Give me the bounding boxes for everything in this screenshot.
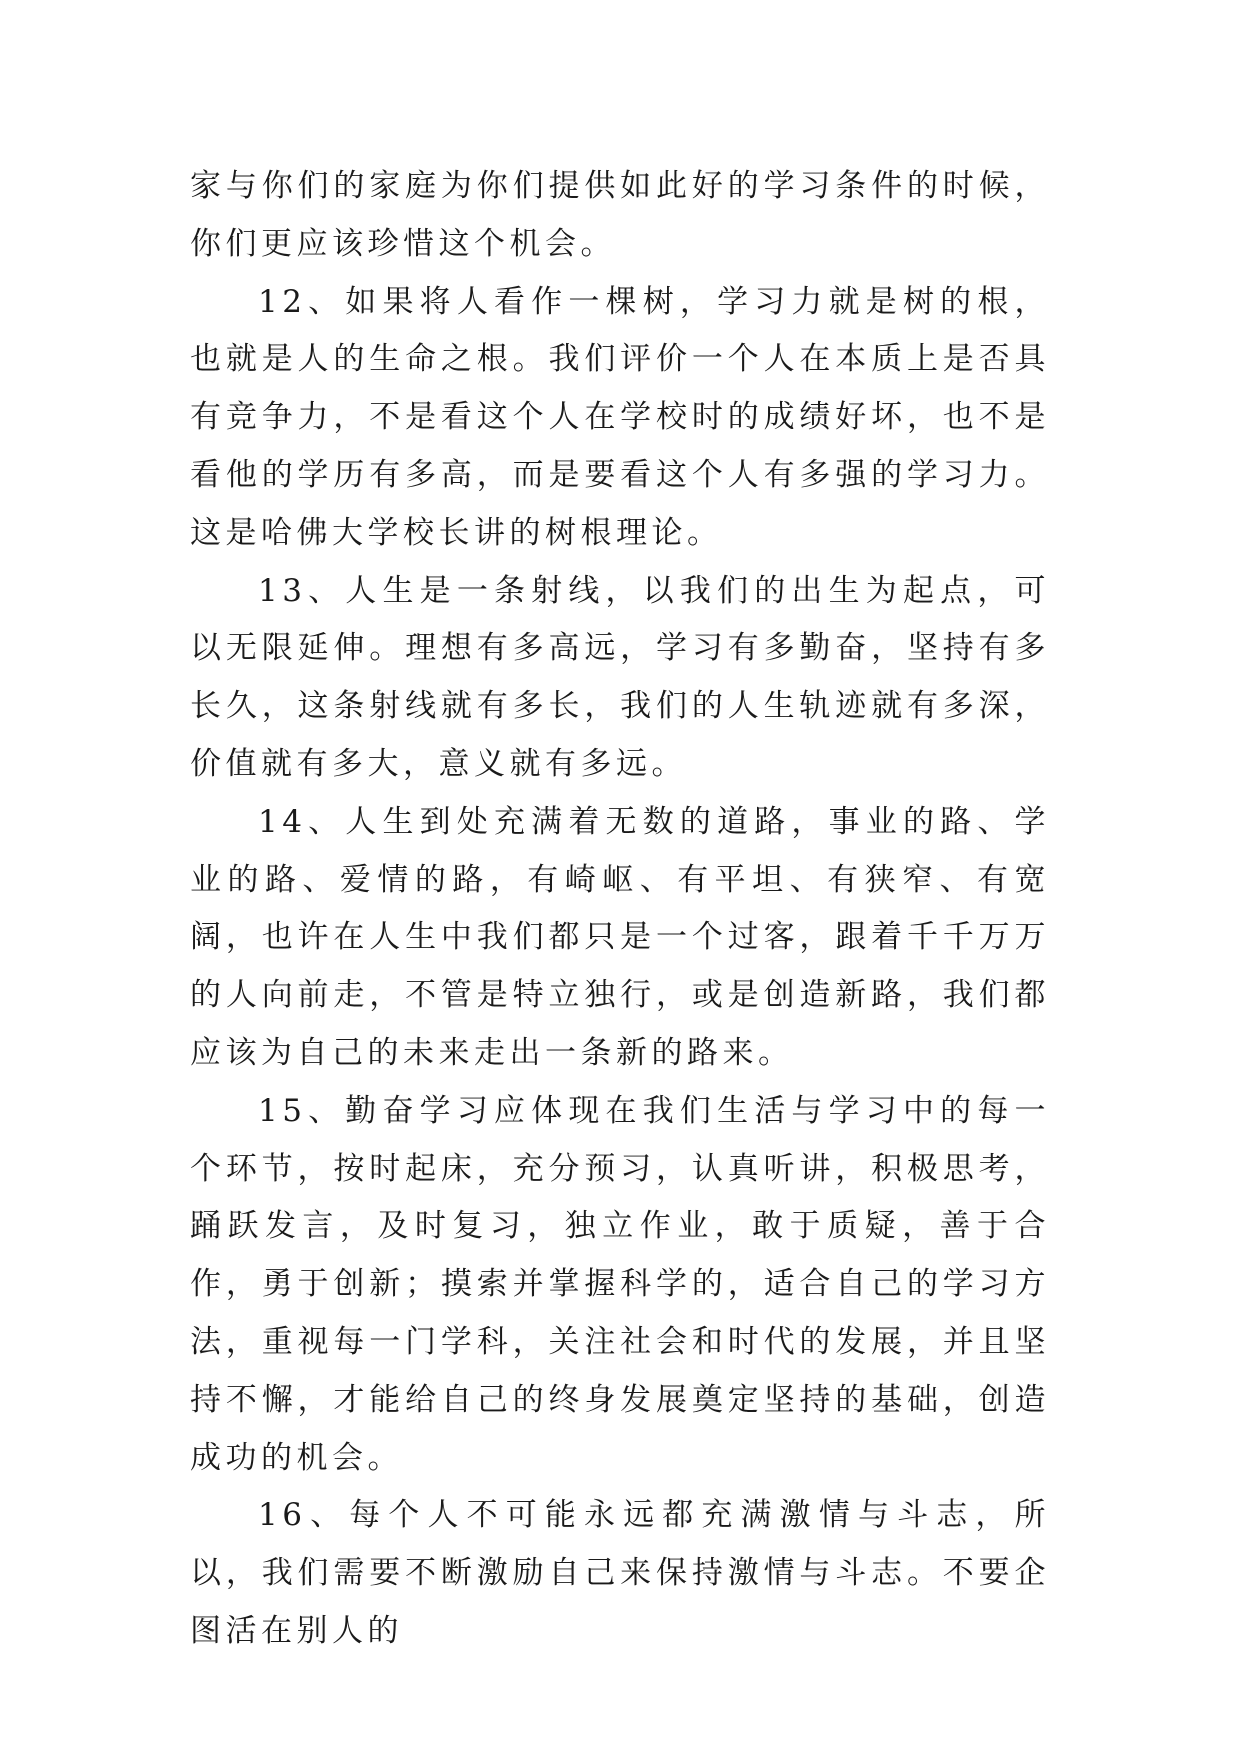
paragraph-continued: 家与你们的家庭为你们提供如此好的学习条件的时候，你们更应该珍惜这个机会。 xyxy=(190,168,1050,262)
paragraph-15: 15、勤奋学习应体现在我们生活与学习中的每一个环节，按时起床，充分预习，认真听讲，积极思考，踊跃发言，及时复习，独立作业，敢于质疑，善于合作，勇于创新；摸索并掌握科学的，适合自己的学习方法，重视每一门学科，关注社会和时代的发展，并且坚持不懈，才能给自己的终身发展奠定坚持的基础，创造成功的机会。 xyxy=(190,1092,1050,1476)
paragraph-12: 12、如果将人看作一棵树，学习力就是树的根，也就是人的生命之根。我们评价一个人在本质上是否具有竞争力，不是看这个人在学校时的成绩好坏，也不是看他的学历有多高，而是要看这个人有多强的学习力。这是哈佛大学校长讲的树根理论。 xyxy=(190,283,1050,551)
document-body xyxy=(190,158,1050,1661)
paragraph-14: 14、人生到处充满着无数的道路，事业的路、学业的路、爱情的路，有崎岖、有平坦、有狭窄、有宽阔，也许在人生中我们都只是一个过客，跟着千千万万的人向前走，不管是特立独行，或是创造新路，我们都应该为自己的未来走出一条新的路来。 xyxy=(190,803,1050,1071)
paragraph-13: 13、人生是一条射线，以我们的出生为起点，可以无限延伸。理想有多高远，学习有多勤奋，坚持有多长久，这条射线就有多长，我们的人生轨迹就有多深，价值就有多大，意义就有多远。 xyxy=(190,572,1050,782)
paragraph-16: 16、每个人不可能永远都充满激情与斗志，所以，我们需要不断激励自己来保持激情与斗志。不要企图活在别人的 xyxy=(190,1497,1050,1649)
